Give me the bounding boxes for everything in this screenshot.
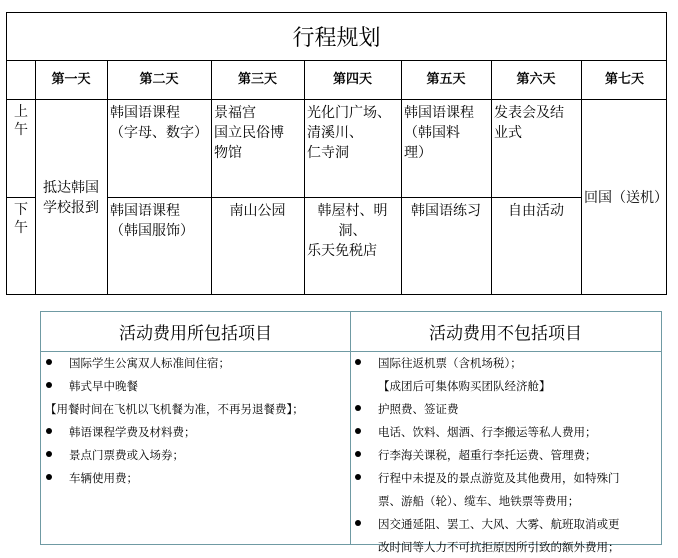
bullet-icon — [46, 382, 52, 388]
day1-cell: 抵达韩国 学校报到 — [43, 179, 99, 216]
excluded-header: 活动费用不包括项目 — [350, 312, 661, 352]
bullet-icon — [46, 474, 52, 480]
list-note: 【成团后可集体购买团队经济舱】 — [378, 379, 551, 393]
day-header: 第五天 — [426, 72, 466, 87]
bullet-icon — [355, 359, 361, 365]
bullet-icon — [46, 359, 52, 365]
morning-label: 上 午 — [14, 104, 28, 138]
list-note: 【用餐时间在飞机以飞机餐为准，不再另退餐费】； — [45, 402, 304, 416]
morning-cell-day5: 韩国语课程 （韩国料 理） — [404, 105, 474, 161]
afternoon-cell-day5: 韩国语练习 — [411, 203, 481, 219]
day-header: 第一天 — [51, 72, 91, 87]
fees-table: 活动费用所包括项目 活动费用不包括项目 国际学生公寓双人标准间住宿； 韩式早中晚餐 【用餐时间在飞机以飞机餐为准，不再另退餐费】； 韩语课程学费及材料费； 景点门票费或入场券； 车辆使用费； 国际往返机票（含机场税）； 【成团后可集体购买团队经济舱】 护照费、签证费 电话、饮料、烟酒、行李搬运等私人费用； 行李海关课税，超重行李托运费、管理费； 行程中未提及的景点游览及其他费用，如特殊门 票、游船（轮）、缆车、地铁票等费用； 因交通延阻、罢工、大风、大雾、航班取消或更 改时间等人力不可抗拒原因所引致的额外费用； — [40, 311, 662, 545]
afternoon-cell-day2: 韩国语课程 （韩国服饰） — [110, 203, 194, 239]
morning-cell-day2: 韩国语课程 （字母、数字） — [110, 105, 208, 141]
day-header: 第四天 — [332, 72, 372, 87]
day7-cell: 回国（送机） — [584, 189, 668, 206]
bullet-icon — [355, 405, 361, 411]
morning-cell-day3: 景福宫 国立民俗博 物馆 — [214, 105, 284, 161]
bullet-icon — [46, 428, 52, 434]
bullet-icon — [46, 451, 52, 457]
morning-cell-day6: 发表会及结 业式 — [494, 105, 564, 141]
schedule-table — [6, 12, 667, 295]
afternoon-cell-day6: 自由活动 — [508, 203, 564, 219]
bullet-icon — [355, 428, 361, 434]
afternoon-cell-day3: 南山公园 — [229, 203, 286, 219]
included-header: 活动费用所包括项目 — [41, 312, 350, 352]
day-header: 第七天 — [604, 72, 644, 87]
list-item-continuation: 票、游船（轮）、缆车、地铁票等费用； — [378, 494, 580, 508]
bullet-icon — [355, 520, 361, 526]
day-header: 第六天 — [516, 72, 556, 87]
bullet-icon — [355, 474, 361, 480]
column-divider — [350, 312, 351, 544]
schedule-title: 行程规划 — [7, 13, 666, 61]
grid-line — [107, 197, 581, 198]
bullet-icon — [355, 451, 361, 457]
morning-cell-day4: 光化门广场、 清溪川、 仁寺洞 — [307, 105, 391, 161]
day-header: 第三天 — [237, 72, 277, 87]
grid-line — [7, 197, 35, 198]
list-item-continuation: 改时间等人力不可抗拒原因所引致的额外费用； — [378, 540, 620, 554]
day-header: 第二天 — [139, 72, 179, 87]
afternoon-cell-day4: 韩屋村、明洞、 乐天免税店 — [307, 203, 388, 259]
afternoon-label: 下 午 — [14, 202, 28, 236]
